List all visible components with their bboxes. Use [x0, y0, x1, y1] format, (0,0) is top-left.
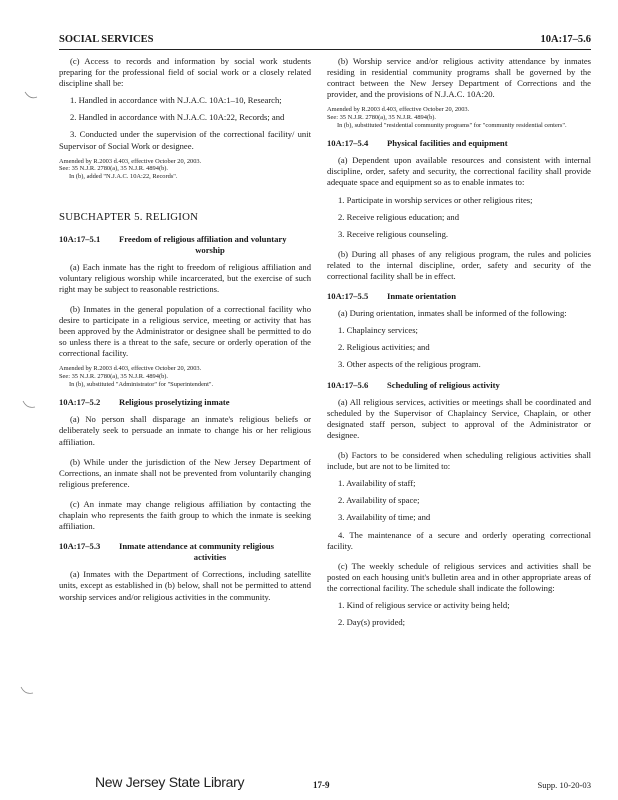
paragraph: (b) During all phases of any religious program, the rules and policies related to the internal discipline, order, safety and security of the correctional facility shall be in effect.: [327, 248, 591, 281]
paragraph: (a) Inmates with the Department of Corrections, including satellite units, except as established in (b) below, shall not be permitted to attend worship services and/or religious activities in the community.: [59, 569, 311, 602]
section-heading: 10A:17–5.4 Physical facilities and equipment: [327, 138, 508, 149]
paragraph: (a) During orientation, inmates shall be informed of the following:: [338, 308, 567, 319]
right-column: [327, 56, 591, 628]
paragraph: (c) The weekly schedule of religious services and activities shall be posted on each housing unit's bulletin area and in other appropriate areas of the correctional facility. The schedule shall indicate the following:: [327, 560, 591, 593]
list-item: 1. Availability of staff;: [338, 478, 416, 489]
list-item: 4. The maintenance of a secure and orderly operating correctional facility.: [327, 529, 591, 551]
list-item: 2. Handled in accordance with N.J.A.C. 10A:22, Records; and: [70, 112, 285, 123]
list-item: 2. Day(s) provided;: [338, 617, 406, 628]
list-item: 3. Other aspects of the religious program.: [338, 359, 481, 370]
section-heading: 10A:17–5.6 Scheduling of religious activity: [327, 379, 500, 390]
running-header: [59, 34, 591, 48]
paragraph: (a) All religious services, activities or meetings shall be coordinated and scheduled by the Supervisor of Chaplaincy Service, Chaplain, or other designated staff person, subject to approval of the Administrator or designee.: [327, 396, 591, 440]
paragraph: (c) Access to records and information by social work students preparing for the professional field of social work or a closely related discipline shall be:: [59, 56, 311, 89]
paragraph: (b) While under the jurisdiction of the New Jersey Department of Corrections, an inmate shall not be prevented from voluntarily changing religious preference.: [59, 456, 311, 489]
binder-mark-icon: [22, 400, 36, 410]
binder-mark-icon: [20, 686, 34, 696]
list-item: 1. Kind of religious service or activity being held;: [338, 599, 510, 610]
paragraph: (b) Worship service and/or religious activity attendance by inmates residing in residential community programs shall be governed by the contract between the New Jersey Department of Corrections and the provider, and the provisions of N.J.A.C. 10A:20.: [327, 56, 591, 100]
list-item: 1. Chaplaincy services;: [338, 325, 418, 336]
paragraph: (b) Inmates in the general population of a correctional facility who desire to participate in a religious service, meeting or activity that has been approved by the Administrator or designee shall be permitted to do so unless there is a threat to the safe, secure or orderly operation of the correctional facility.: [59, 304, 311, 359]
section-heading: 10A:17–5.3 Inmate attendance at community religious activities: [59, 541, 274, 563]
page-footer: [59, 774, 591, 796]
list-item: 1. Handled in accordance with N.J.A.C. 10A:1–10, Research;: [70, 95, 282, 106]
subchapter-title: SUBCHAPTER 5. RELIGION: [59, 211, 199, 224]
paragraph: (a) No person shall disparage an inmate's religious beliefs or deliberately seek to persuade an inmate to change his or her religious affiliation.: [59, 414, 311, 447]
binder-mark-icon: [24, 91, 38, 101]
page-number: 17-9: [313, 780, 330, 790]
paragraph: (b) Factors to be considered when scheduling religious activities shall include, but are not to be limited to:: [327, 450, 591, 472]
library-stamp: New Jersey State Library: [95, 774, 245, 790]
amendment-note: Amended by R.2003 d.403, effective October 20, 2003. See: 35 N.J.R. 2780(a), 35 N.J.R. 4894(b). In (b), substituted "residential community programs" for "community residential centers".: [327, 106, 567, 129]
list-item: 2. Religious activities; and: [338, 342, 430, 353]
header-section: 10A:17–5.6: [540, 34, 591, 45]
left-column: [59, 56, 311, 603]
list-item: 2. Availability of space;: [338, 495, 420, 506]
header-rule: [59, 49, 591, 50]
paragraph: (a) Dependent upon available resources and consistent with internal discipline, order, safety and security, the correctional facility shall provide adequate space and equipment so as to enable inmates to:: [327, 155, 591, 188]
section-heading: 10A:17–5.5 Inmate orientation: [327, 291, 456, 302]
amendment-note: Amended by R.2003 d.403, effective October 20, 2003. See: 35 N.J.R. 2780(a), 35 N.J.R. 4894(b). In (b), substituted "Administrator" for "Superintendent".: [59, 365, 214, 388]
supplement-date: Supp. 10-20-03: [537, 780, 591, 790]
list-item: 1. Participate in worship services or other religious rites;: [338, 194, 533, 205]
section-heading: 10A:17–5.2 Religious proselytizing inmate: [59, 397, 230, 408]
paragraph: (a) Each inmate has the right to freedom of religious affiliation and voluntary religious worship while incarcerated, but the exercise of such right may be subject to reasonable restrictions.: [59, 261, 311, 294]
amendment-note: Amended by R.2003 d.403, effective October 20, 2003. See: 35 N.J.R. 2780(a), 35 N.J.R. 4894(b). In (b), added "N.J.A.C. 10A:22, Records".: [59, 157, 202, 180]
list-item: 2. Receive religious education; and: [338, 211, 459, 222]
list-item: 3. Availability of time; and: [338, 512, 431, 523]
list-item: 3. Conducted under the supervision of the correctional facility/ unit Supervisor of Social Work or designee.: [59, 129, 311, 151]
section-heading: 10A:17–5.1 Freedom of religious affiliation and voluntary worship: [59, 233, 287, 255]
list-item: 3. Receive religious counseling.: [338, 228, 449, 239]
paragraph: (c) An inmate may change religious affiliation by contacting the chaplain who represents the faith group to which the inmate is seeking affiliation.: [59, 498, 311, 532]
header-chapter: SOCIAL SERVICES: [59, 34, 154, 45]
